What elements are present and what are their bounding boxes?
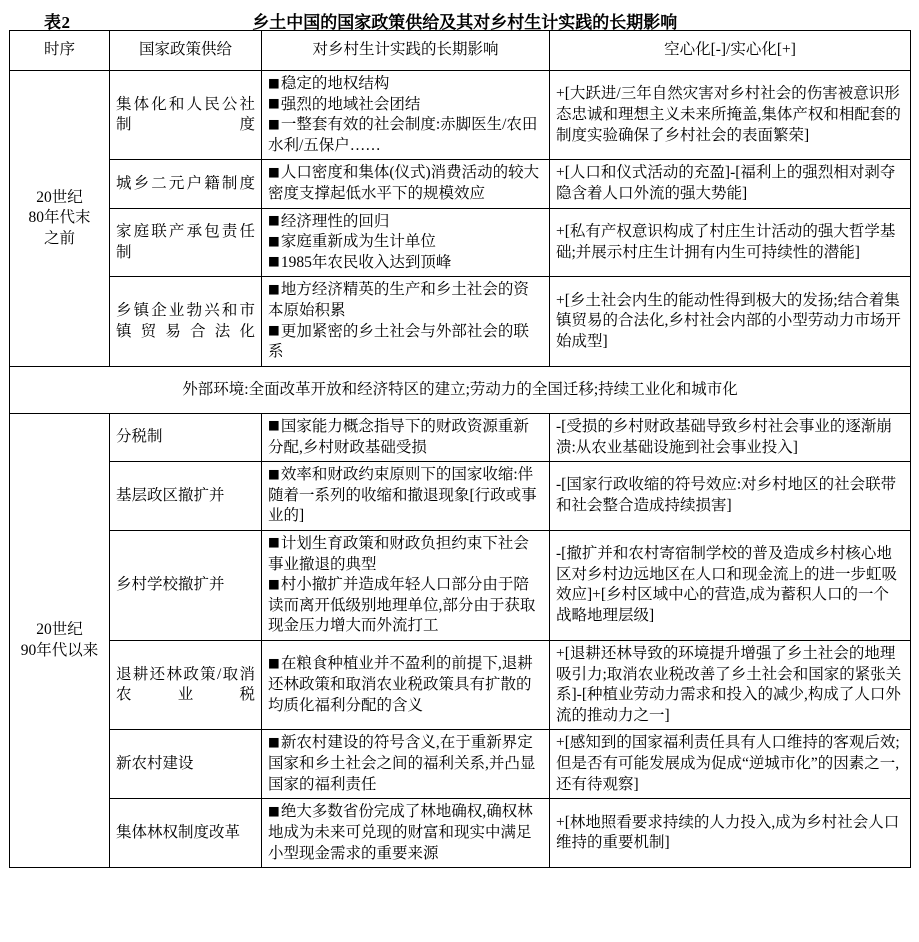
impact-cell [262, 641, 550, 730]
policy-cell: 家庭联产承包责任制 [110, 208, 262, 277]
effect-cell: +[林地照看要求持续的人力投入,成为乡村社会人口维持的重要机制] [550, 799, 911, 868]
impact-cell [262, 730, 550, 799]
period-cell-late [10, 413, 110, 867]
impact-bullet [268, 232, 543, 253]
impact-bullet [268, 212, 543, 233]
policy-cell: 退耕还林政策/取消农业税 [110, 641, 262, 730]
impact-cell [262, 277, 550, 366]
header-impact: 对乡村生计实践的长期影响 [262, 31, 550, 71]
impact-bullet [268, 802, 543, 864]
square-bullet-icon: ■ [268, 733, 280, 749]
impact-text: 效率和财政约束原则下的国家收缩:伴随着一系列的收缩和撤退现象[行政或事业的] [268, 466, 537, 525]
impact-cell [262, 462, 550, 531]
impact-bullet [268, 417, 543, 458]
square-bullet-icon: ■ [268, 163, 280, 179]
table-row [10, 462, 911, 531]
policy-cell: 乡村学校撤扩并 [110, 530, 262, 640]
impact-text: 绝大多数省份完成了林地确权,确权林地成为未来可兑现的财富和现实中满足小型现金需求的重要来源 [268, 803, 533, 862]
impact-cell [262, 530, 550, 640]
impact-bullet [268, 74, 543, 95]
period-line: 20世纪 [36, 620, 83, 638]
period-line: 90年代以来 [20, 641, 99, 659]
period-line: 20世纪 [36, 188, 83, 206]
impact-text: 1985年农民收入达到顶峰 [280, 253, 452, 271]
impact-text: 更加紧密的乡土社会与外部社会的联系 [268, 322, 529, 361]
table-row [10, 277, 911, 366]
policy-impact-table [9, 30, 911, 868]
period-line: 80年代末 [28, 209, 91, 227]
square-bullet-icon: ■ [268, 280, 280, 296]
impact-text: 家庭重新成为生计单位 [280, 233, 436, 251]
square-bullet-icon: ■ [268, 534, 280, 550]
impact-text: 强烈的地域社会团结 [280, 95, 421, 113]
impact-bullet [268, 280, 543, 321]
effect-cell: +[大跃进/三年自然灾害对乡村社会的伤害被意识形态忠诚和理想主义未来所掩盖,集体产权和相配套的制度实验确保了乡村社会的表面繁荣] [550, 71, 911, 160]
effect-cell: +[感知到的国家福利责任具有人口维持的客观后效;但是否有可能发展成为促成“逆城市化”的因素之一,还有待观察] [550, 730, 911, 799]
policy-cell: 城乡二元户籍制度 [110, 160, 262, 208]
table-row [10, 530, 911, 640]
policy-cell: 分税制 [110, 413, 262, 461]
effect-cell: +[乡土社会内生的能动性得到极大的发扬;结合着集镇贸易的合法化,乡村社会内部的小型劳动力市场开始成型] [550, 277, 911, 366]
policy-cell: 乡镇企业勃兴和市镇贸易合法化 [110, 277, 262, 366]
header-period: 时序 [10, 31, 110, 71]
policy-cell: 集体林权制度改革 [110, 799, 262, 868]
table-row [10, 730, 911, 799]
effect-cell: -[受损的乡村财政基础导致乡村社会事业的逐渐崩溃:从农业基础设施到社会事业投入] [550, 413, 911, 461]
impact-cell [262, 799, 550, 868]
table-row [10, 71, 911, 160]
impact-cell [262, 160, 550, 208]
square-bullet-icon: ■ [268, 115, 280, 131]
impact-text: 人口密度和集体(仪式)消费活动的较大密度支撑起低水平下的规模效应 [268, 164, 540, 203]
effect-cell: +[人口和仪式活动的充盈]-[福利上的强烈相对剥夺隐含着人口外流的强大势能] [550, 160, 911, 208]
square-bullet-icon: ■ [268, 465, 280, 481]
impact-bullet [268, 654, 543, 716]
table-row [10, 208, 911, 277]
impact-bullet [268, 465, 543, 527]
policy-cell: 集体化和人民公社制度 [110, 71, 262, 160]
period-cell-early [10, 71, 110, 367]
impact-text: 新农村建设的符号含义,在于重新界定国家和乡土社会之间的福利关系,并凸显国家的福利责任 [268, 734, 536, 793]
period-line: 之前 [43, 229, 75, 247]
effect-cell: +[私有产权意识构成了村庄生计活动的强大哲学基础;并展示村庄生计拥有内生可持续性的潜能] [550, 208, 911, 277]
policy-cell: 新农村建设 [110, 730, 262, 799]
table-row [10, 413, 911, 461]
impact-bullet [268, 95, 543, 116]
impact-bullet [268, 575, 543, 637]
impact-text: 一整套有效的社会制度:赤脚医生/农田水利/五保户…… [268, 116, 538, 154]
table-header-row [10, 31, 911, 71]
header-effect: 空心化[-]/实心化[+] [550, 31, 911, 71]
impact-bullet [268, 163, 543, 204]
impact-text: 经济理性的回归 [280, 212, 390, 230]
impact-text: 地方经济精英的生产和乡土社会的资本原始积累 [268, 281, 529, 320]
impact-bullet [268, 534, 543, 575]
square-bullet-icon: ■ [268, 417, 280, 433]
impact-text: 稳定的地权结构 [280, 75, 390, 92]
table-row [10, 799, 911, 868]
impact-bullet [268, 115, 543, 156]
effect-cell: -[国家行政收缩的符号效应:对乡村地区的社会联带和社会整合造成持续损害] [550, 462, 911, 531]
square-bullet-icon: ■ [268, 95, 280, 111]
table-body [10, 71, 911, 868]
square-bullet-icon: ■ [268, 74, 280, 90]
impact-bullet [268, 733, 543, 795]
table-row [10, 641, 911, 730]
impact-text: 在粮食种植业并不盈利的前提下,退耕还林政策和取消农业税政策具有扩散的均质化福利分配的含义 [268, 655, 533, 714]
impact-cell [262, 208, 550, 277]
square-bullet-icon: ■ [268, 253, 280, 269]
impact-cell [262, 71, 550, 160]
effect-cell: +[退耕还林导致的环境提升增强了乡土社会的地理吸引力;取消农业税改善了乡土社会和国家的紧张关系]-[种植业劳动力需求和投入的减少,构成了人口外流的推动力之一] [550, 641, 911, 730]
table-row-environment [10, 366, 911, 413]
square-bullet-icon: ■ [268, 802, 280, 818]
impact-cell [262, 413, 550, 461]
square-bullet-icon: ■ [268, 654, 280, 670]
caption-title: 乡土中国的国家政策供给及其对乡村生计实践的长期影响 [252, 13, 678, 32]
effect-cell: -[撤扩并和农村寄宿制学校的普及造成乡村核心地区对乡村边远地区在人口和现金流上的进一步虹吸效应]+[乡村区域中心的营造,成为蓄积人口的一个战略地理层级] [550, 530, 911, 640]
impact-text: 村小撤扩并造成年轻人口部分由于陪读而离开低级别地理单位,部分由于获取现金压力增大而外流打工 [268, 576, 536, 635]
impact-bullet [268, 322, 543, 363]
policy-cell: 基层政区撤扩并 [110, 462, 262, 531]
environment-cell: 外部环境:全面改革开放和经济特区的建立;劳动力的全国迁移;持续工业化和城市化 [10, 366, 911, 413]
impact-text: 计划生育政策和财政负担约束下社会事业撤退的典型 [268, 534, 529, 573]
table-caption [0, 0, 919, 30]
square-bullet-icon: ■ [268, 575, 280, 591]
square-bullet-icon: ■ [268, 322, 280, 338]
table-row [10, 160, 911, 208]
header-policy: 国家政策供给 [110, 31, 262, 71]
caption-label: 表2 [44, 13, 71, 32]
square-bullet-icon: ■ [268, 232, 280, 248]
impact-text: 国家能力概念指导下的财政资源重新分配,乡村财政基础受损 [268, 417, 529, 456]
square-bullet-icon: ■ [268, 212, 280, 228]
impact-bullet [268, 253, 543, 274]
